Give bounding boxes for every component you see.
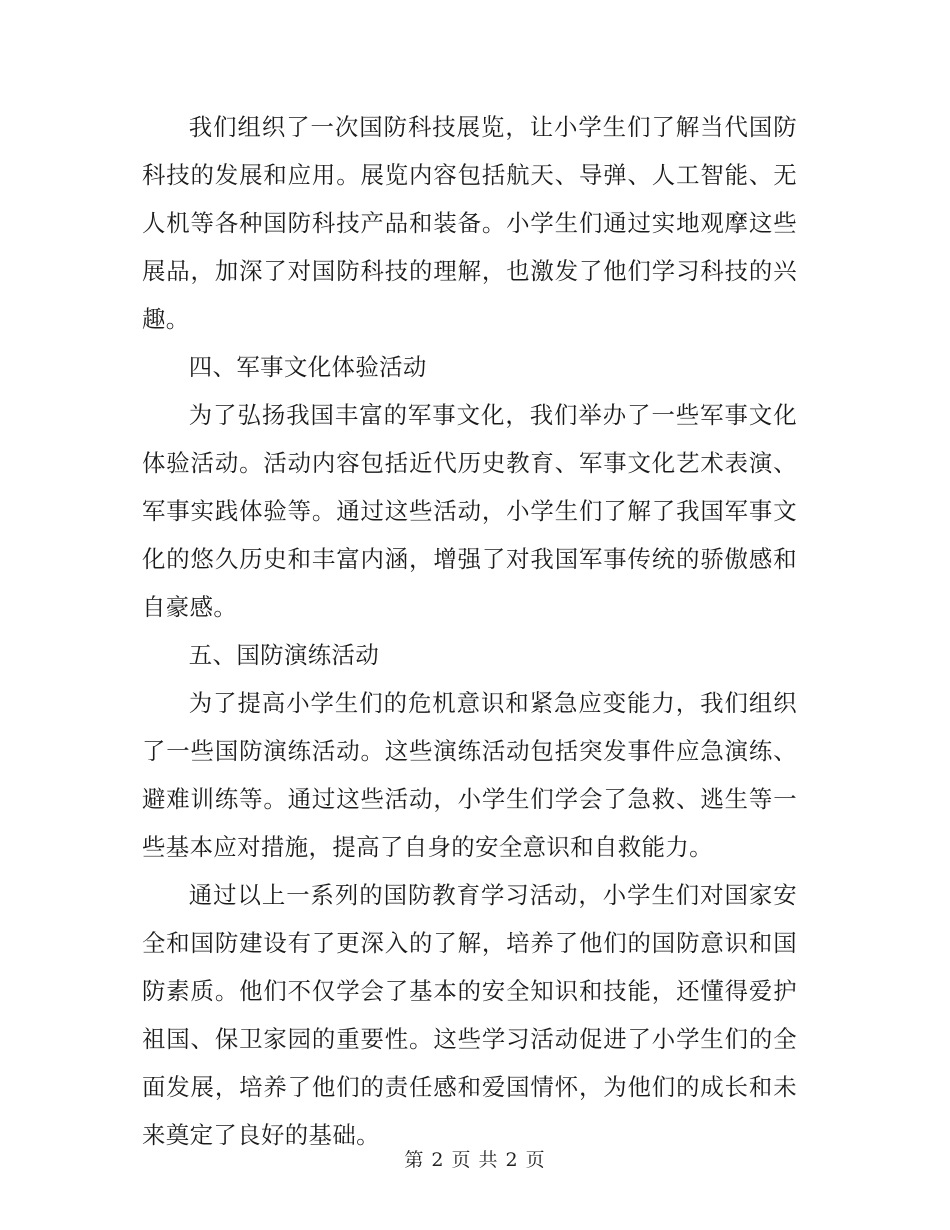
paragraph-military-culture: 为了弘扬我国丰富的军事文化，我们举办了一些军事文化体验活动。活动内容包括近代历史教育、军事文化艺术表演、军事实践体验等。通过这些活动，小学生们了解了我国军事文化的悠久历史和丰富内涵，增强了对我国军事传统的骄傲感和自豪感。 (142, 401, 797, 621)
paragraph-defense-drill: 为了提高小学生们的危机意识和紧急应变能力，我们组织了一些国防演练活动。这些演练活动包括突发事件应急演练、避难训练等。通过这些活动，小学生们学会了急救、逃生等一些基本应对措施，提高了自身的安全意识和自救能力。 (142, 689, 797, 861)
paragraph-tech-exhibition: 我们组织了一次国防科技展览，让小学生们了解当代国防科技的发展和应用。展览内容包括航天、导弹、人工智能、无人机等各种国防科技产品和装备。小学生们通过实地观摩这些展品，加深了对国防科技的理解，也激发了他们学习科技的兴趣。 (142, 113, 797, 333)
document-body (142, 103, 797, 1159)
paragraph-conclusion: 通过以上一系列的国防教育学习活动，小学生们对国家安全和国防建设有了更深入的了解，培养了他们的国防意识和国防素质。他们不仅学会了基本的安全知识和技能，还懂得爱护祖国、保卫家园的重要性。这些学习活动促进了小学生们的全面发展，培养了他们的责任感和爱国情怀，为他们的成长和未来奠定了良好的基础。 (142, 881, 797, 1149)
section-heading-defense-drill: 五、国防演练活动 (188, 641, 380, 669)
section-heading-military-culture: 四、军事文化体验活动 (188, 353, 427, 381)
page-number-footer: 第 2 页 共 2 页 (404, 1149, 546, 1171)
